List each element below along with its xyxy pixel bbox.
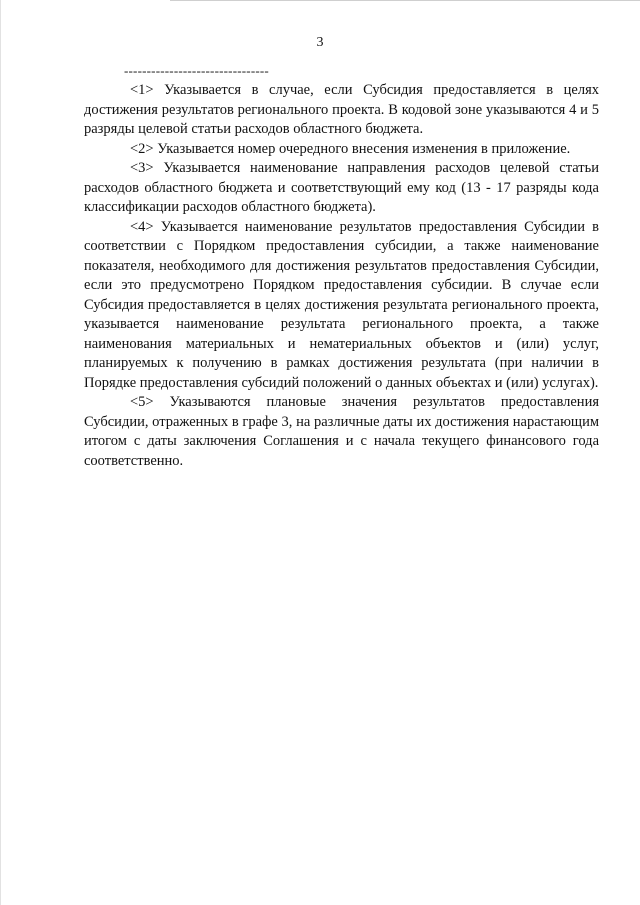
footnote-3: <3> Указывается наименование направления расходов целевой статьи расходов областного бюджета и соответствующий ему код (13 - 17 разряды кода классификации расходов областного бюджета). xyxy=(84,160,599,215)
footnote-2: <2> Указывается номер очередного внесения изменения в приложение. xyxy=(130,140,571,157)
scan-border-left xyxy=(0,0,1,905)
page-number: 3 xyxy=(316,35,324,50)
footnote-1: <1> Указывается в случае, если Субсидия предоставляется в целях достижения результатов регионального проекта. В кодовой зоне указываются 4 и 5 разряды целевой статьи расходов областного бюджета. xyxy=(84,82,599,137)
footnote-4: <4> Указывается наименование результатов предоставления Субсидии в соответствии с Порядком предоставления субсидии, а также наименование показателя, необходимого для достижения результатов предоставления Субсидии, если это предусмотрено Порядком предоставления субсидии. В случае если Субсидия предоставляется в целях достижения результата регионального проекта, указывается наименование результата регионального проекта, а также наименования материальных и нематериальных объектов и (или) услуг, планируемых к получению в рамках достижения результата (при наличии в Порядке предоставления субсидий положений о данных объектах и (или) услугах). xyxy=(84,218,599,391)
footnotes-block xyxy=(84,81,599,471)
footnote-5: <5> Указываются плановые значения результатов предоставления Субсидии, отраженных в графе 3, на различные даты их достижения нарастающим итогом с даты заключения Соглашения и с начала текущего финансового года соответственно. xyxy=(84,394,599,469)
scan-border-top xyxy=(170,0,640,1)
footnote-separator: -------------------------------- xyxy=(124,63,269,78)
